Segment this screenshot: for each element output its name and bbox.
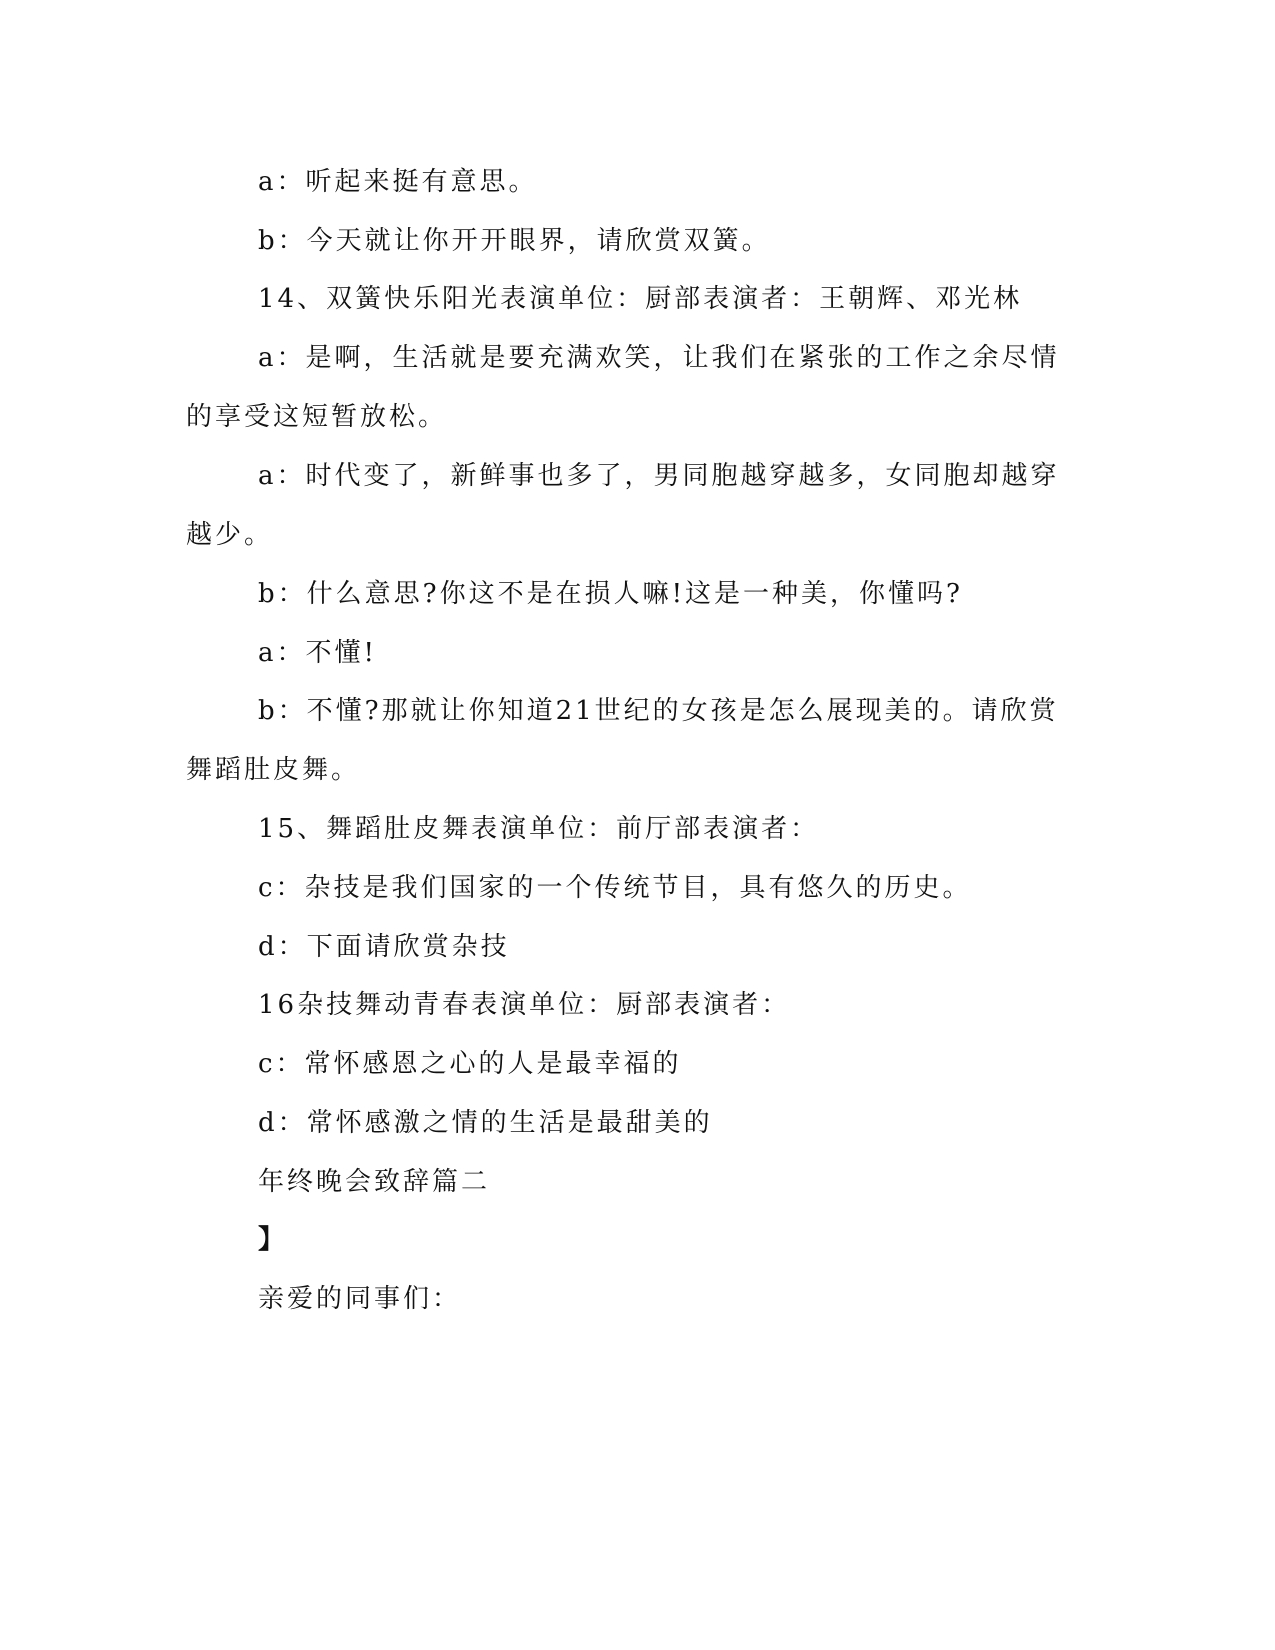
dialogue-line: c：常怀感恩之心的人是最幸福的 [258,1049,682,1079]
program-item: 15、舞蹈肚皮舞表演单位：前厅部表演者： [258,814,820,844]
program-item: 14、双簧快乐阳光表演单位：厨部表演者：王朝辉、邓光林 [258,284,1023,314]
bracket-mark: 】 [258,1225,288,1255]
dialogue-line-continuation: 的享受这短暂放松。 [186,402,448,432]
dialogue-line: c：杂技是我们国家的一个传统节目，具有悠久的历史。 [258,873,972,903]
dialogue-line: b：今天就让你开开眼界，请欣赏双簧。 [258,226,771,256]
section-heading: 年终晚会致辞篇二 [258,1167,491,1197]
salutation: 亲爱的同事们： [258,1284,462,1314]
dialogue-line: a：不懂! [258,638,377,668]
program-item: 16杂技舞动青春表演单位：厨部表演者： [258,990,791,1020]
dialogue-line: d：常怀感激之情的生活是最甜美的 [258,1108,713,1138]
dialogue-line: b：什么意思?你这不是在损人嘛!这是一种美，你懂吗? [258,579,963,609]
dialogue-line: d：下面请欣赏杂技 [258,932,510,962]
dialogue-line: a：时代变了，新鲜事也多了，男同胞越穿越多，女同胞却越穿 [258,461,1060,491]
dialogue-line: a：是啊，生活就是要充满欢笑，让我们在紧张的工作之余尽情 [258,343,1060,373]
dialogue-line-continuation: 越少。 [186,520,274,550]
dialogue-line: b：不懂?那就让你知道21世纪的女孩是怎么展现美的。请欣赏 [258,696,1059,726]
dialogue-line-continuation: 舞蹈肚皮舞。 [186,755,361,785]
dialogue-line: a：听起来挺有意思。 [258,167,538,197]
